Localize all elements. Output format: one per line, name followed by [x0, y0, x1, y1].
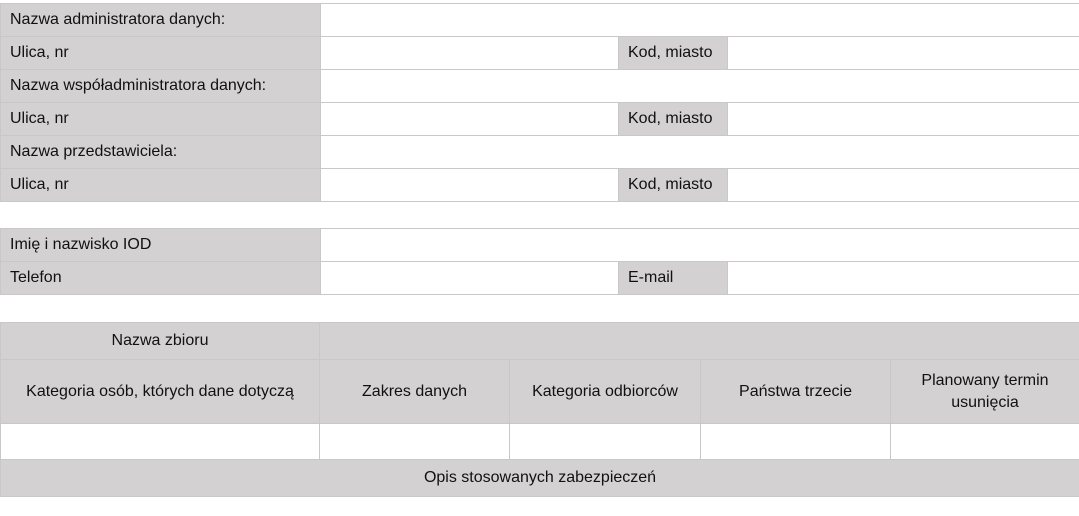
admin-name-field[interactable]: [321, 4, 1079, 37]
iod-phone-label: Telefon: [1, 262, 321, 295]
iod-contact-row: [1, 262, 1079, 295]
iod-table: [0, 228, 1079, 295]
column-header-recipient-category: Kategoria odbiorców: [510, 360, 701, 424]
admin-name-label: Nazwa administratora danych:: [1, 4, 321, 37]
rep-name-label: Nazwa przedstawiciela:: [1, 136, 321, 169]
iod-name-field[interactable]: [321, 229, 1079, 262]
coadmin-street-field[interactable]: [321, 103, 619, 136]
admin-street-field[interactable]: [321, 37, 619, 70]
column-header-third-countries: Państwa trzecie: [701, 360, 891, 424]
dataset-table: [0, 322, 1079, 497]
rep-address-row: [1, 169, 1079, 202]
security-description-label: Opis stosowanych zabezpieczeń: [1, 460, 1079, 497]
admin-address-row: [1, 37, 1079, 70]
recipient-category-field[interactable]: [510, 424, 701, 460]
rep-city-label: Kod, miasto: [619, 169, 728, 202]
coadmin-street-label: Ulica, nr: [1, 103, 321, 136]
person-category-field[interactable]: [1, 424, 320, 460]
administrator-table: [0, 3, 1079, 202]
planned-deletion-field[interactable]: [891, 424, 1079, 460]
rep-street-field[interactable]: [321, 169, 619, 202]
third-countries-field[interactable]: [701, 424, 891, 460]
dataset-entry-row: [1, 424, 1079, 460]
dataset-name-field[interactable]: [320, 323, 1079, 360]
rep-street-label: Ulica, nr: [1, 169, 321, 202]
admin-street-label: Ulica, nr: [1, 37, 321, 70]
column-header-planned-deletion: Planowany termin usunięcia: [891, 360, 1079, 424]
dataset-name-label: Nazwa zbioru: [1, 323, 320, 360]
coadmin-name-row: [1, 70, 1079, 103]
coadmin-address-row: [1, 103, 1079, 136]
iod-name-row: [1, 229, 1079, 262]
admin-name-row: [1, 4, 1079, 37]
iod-email-field[interactable]: [728, 262, 1079, 295]
coadmin-name-label: Nazwa współadministratora danych:: [1, 70, 321, 103]
admin-city-label: Kod, miasto: [619, 37, 728, 70]
coadmin-name-field[interactable]: [321, 70, 1079, 103]
iod-phone-field[interactable]: [321, 262, 619, 295]
column-header-person-category: Kategoria osób, których dane dotyczą: [1, 360, 320, 424]
iod-name-label: Imię i nazwisko IOD: [1, 229, 321, 262]
rep-name-row: [1, 136, 1079, 169]
admin-city-field[interactable]: [728, 37, 1079, 70]
security-row: [1, 460, 1079, 497]
dataset-header-row: [1, 360, 1079, 424]
iod-email-label: E-mail: [619, 262, 728, 295]
rep-name-field[interactable]: [321, 136, 1079, 169]
rep-city-field[interactable]: [728, 169, 1079, 202]
data-scope-field[interactable]: [320, 424, 510, 460]
column-header-data-scope: Zakres danych: [320, 360, 510, 424]
coadmin-city-label: Kod, miasto: [619, 103, 728, 136]
dataset-name-row: [1, 323, 1079, 360]
coadmin-city-field[interactable]: [728, 103, 1079, 136]
